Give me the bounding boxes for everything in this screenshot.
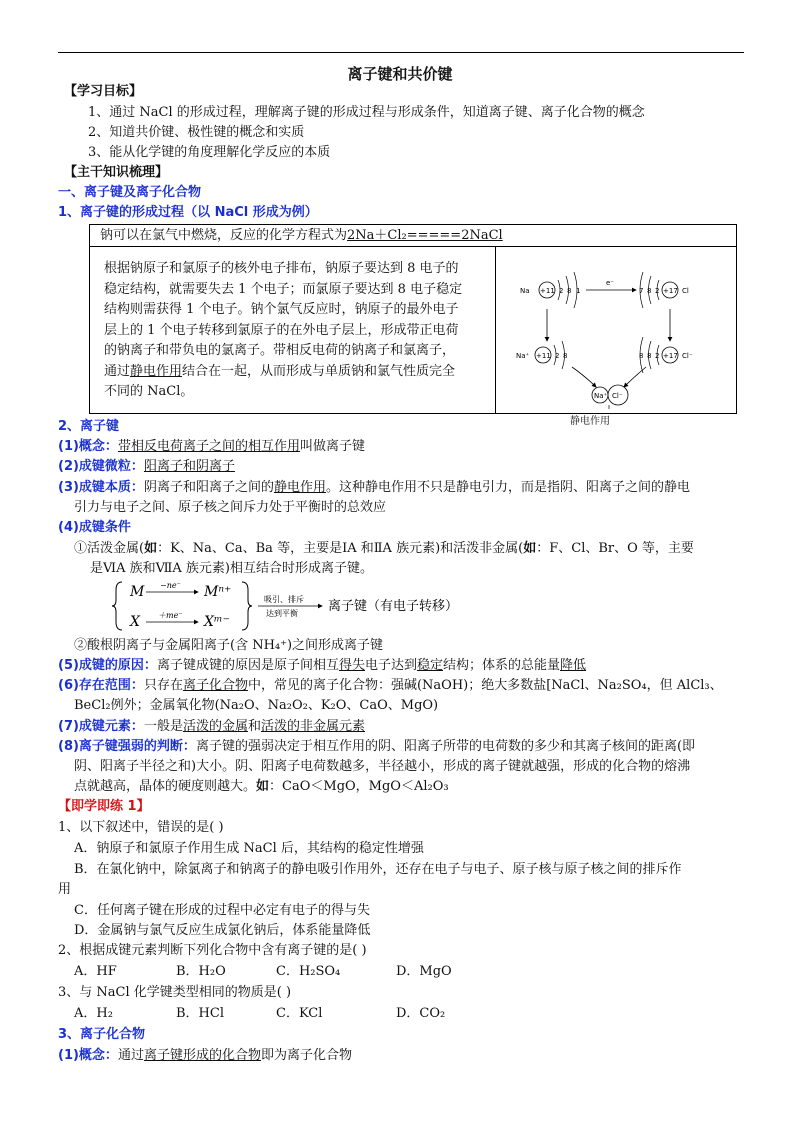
scheme-x-arrow: ＋me⁻ — [158, 611, 183, 620]
sub1-title: 离子键的形成过程 — [80, 205, 185, 220]
cond1-ru-1: 如 — [144, 541, 158, 556]
na-shell-2: 8 — [567, 287, 572, 295]
na-ion-charge: +11 — [536, 352, 551, 360]
scope-underline: 离子化合物 — [182, 678, 248, 693]
scheme-m-ion: Mⁿ⁺ — [204, 584, 232, 600]
na-ion-label: Na⁺ — [516, 352, 530, 360]
cl-nucleus-charge: +17 — [663, 287, 678, 295]
na-nucleus-charge: +11 — [540, 287, 555, 295]
cl-shell-3: 2 — [655, 287, 660, 295]
q1-option-a: A．钠原子和氯原子作用生成 NaCl 后，其结构的稳定性增强 — [74, 841, 424, 856]
diagram-caption: 静电作用 — [570, 416, 610, 427]
para-line-6-post: 结合在一起，从而形成与单质钠和氯气性质完全 — [182, 363, 456, 379]
element-line — [58, 718, 365, 736]
para-line-7: 不同的 NaCl。 — [104, 384, 194, 399]
para-line-3: 结构则需获得 1 个电子。钠个氯气反应时，钠原子的最外电子 — [104, 302, 459, 317]
strength-pre: 点就越高，晶体的硬度则越大。 — [74, 779, 257, 794]
q2-option-b: B．H₂O — [176, 964, 226, 979]
q3-option-a: A．H₂ — [74, 1006, 113, 1021]
para-line-1: 根据钠原子和氯原子的核外电子排布，钠原子要达到 8 电子的 — [104, 261, 459, 276]
cl-ion-shell-2: 8 — [647, 352, 652, 360]
scope-post: 中，常见的离子化合物：强碱(NaOH)；绝大多数盐[NaCl、Na₂SO₄，但 AlCl₃、 — [247, 678, 723, 693]
q3-option-b: B．HCl — [176, 1006, 224, 1021]
essence-label: (3)成键本质： — [58, 480, 144, 495]
sub2-title: 2、离子键 — [58, 419, 120, 434]
particle-label: (2)成键微粒： — [58, 459, 144, 474]
formation-paragraph — [104, 259, 488, 403]
reason-mid2: 结构；体系的总能量 — [443, 658, 561, 673]
section3-concept — [58, 1047, 352, 1065]
element-label: (7)成键元素： — [58, 719, 144, 734]
section3-title: 3、离子化合物 — [58, 1027, 146, 1042]
para-line-2: 稳定结构，就需要失去 1 个电子；而氯原子要达到 8 电子稳定 — [104, 281, 463, 297]
cl-shell-1: 7 — [639, 287, 644, 295]
equation: 2Na＋Cl₂=====2NaCl — [347, 228, 503, 243]
ion-bond-scheme — [112, 578, 472, 634]
element-underline-2: 活泼的非金属元素 — [260, 719, 365, 734]
essence-post: 。这种静电作用不只是静电引力，而是指阴、阳离子之间的静电 — [325, 480, 690, 495]
goal-item-3: 3、能从化学键的角度理解化学反应的本质 — [88, 145, 331, 160]
para-line-6-underline: 静电作用 — [130, 363, 183, 379]
box-equation-row — [90, 225, 736, 247]
scheme-arrow-bottom: 达到平衡 — [266, 609, 298, 618]
section1-title: 一、离子键及离子化合物 — [58, 185, 202, 200]
question-2: 2、根据成键元素判断下列化合物中含有离子键的是( ) — [58, 943, 367, 958]
q1-option-b: B．在氯化钠中，除氯离子和钠离子的静电吸引作用外，还存在电子与电子、原子核与原子核之间的排斥作 — [74, 862, 682, 877]
strength-post: ：CaO＜MgO，MgO＜Al₂O₃ — [269, 779, 449, 794]
cond1-a: ①活泼金属( — [74, 541, 145, 556]
reason-underline-1: 得失 — [338, 658, 365, 673]
essence-underline: 静电作用 — [273, 480, 326, 495]
scope-pre: 只存在 — [143, 678, 183, 693]
concept-underline: 带相反电荷离子之间的相互作用 — [117, 439, 300, 454]
pair-na-label: Na⁺ — [594, 392, 608, 400]
cond1-ru-2: 如 — [523, 541, 537, 556]
practice-header: 【即学即练 1】 — [58, 799, 150, 814]
q2-option-c: C．H₂SO₄ — [276, 964, 341, 979]
goals-header: 【学习目标】 — [64, 84, 143, 99]
section3-concept-underline: 离子键形成的化合物 — [143, 1048, 261, 1063]
scope-line-1 — [58, 677, 723, 695]
essence-pre: 阴离子和阳离子之间的 — [143, 480, 274, 495]
reason-underline-3: 降低 — [560, 658, 587, 673]
section3-concept-label: (1)概念： — [58, 1048, 118, 1063]
cond2-line: ②酸根阴离子与金属阳离子(含 NH₄⁺)之间形成离子键 — [74, 638, 384, 653]
knowledge-header: 【主干知识梳理】 — [64, 165, 169, 180]
nacl-formation-diagram — [496, 247, 736, 413]
strength-ru: 如 — [256, 779, 270, 794]
header-rule — [58, 52, 744, 53]
particle-line — [58, 458, 235, 476]
cl-atom-label: Cl — [682, 287, 689, 295]
cl-ion-shell-3: 2 — [655, 352, 660, 360]
reason-pre: 离子键成键的原因是原子间相互 — [156, 658, 339, 673]
section3-concept-post: 即为离子化合物 — [260, 1048, 352, 1063]
q1-option-b-cont: 用 — [58, 882, 72, 897]
na-ion-shell-2: 8 — [563, 352, 568, 360]
cl-ion-label: Cl⁻ — [682, 352, 693, 360]
cl-ion-charge: +17 — [663, 352, 678, 360]
strength-line-3 — [74, 778, 449, 796]
reason-mid: 电子达到 — [364, 658, 417, 673]
q2-option-d: D．MgO — [396, 964, 452, 979]
scope-label: (6)存在范围： — [58, 678, 144, 693]
equation-line — [100, 227, 503, 245]
na-shell-3: 1 — [576, 287, 581, 295]
cond1-c: ：F、Cl、Br、O 等，主要 — [536, 541, 694, 556]
na-atom-label: Na — [520, 287, 530, 295]
na-shell-1: 2 — [559, 287, 564, 295]
equation-prefix: 钠可以在氯气中燃烧，反应的化学方程式为 — [100, 228, 348, 243]
cond1-line-2: 是ⅥA 族和ⅦA 族元素)相互结合时形成离子键。 — [90, 561, 373, 576]
element-mid: 和 — [247, 719, 261, 734]
para-line-5: 的钠离子和带负电的氯离子。带相反电荷的钠离子和氯离子， — [104, 343, 456, 358]
q3-option-d: D．CO₂ — [396, 1006, 446, 1021]
sub1-num: 1、 — [58, 205, 81, 220]
element-pre: 一般是 — [143, 719, 183, 734]
question-1: 1、以下叙述中，错误的是( ) — [58, 820, 224, 835]
strength-label: (8)离子键强弱的判断： — [58, 739, 196, 754]
pair-cl-label: Cl⁻ — [612, 392, 623, 400]
goal-item-2: 2、知道共价键、极性键的概念和实质 — [88, 125, 305, 140]
question-3: 3、与 NaCl 化学键类型相同的物质是( ) — [58, 985, 292, 1000]
strength-line-1 — [58, 738, 695, 756]
sub1-heading — [58, 204, 318, 222]
element-underline-1: 活泼的金属 — [182, 719, 248, 734]
na-ion-shell-1: 2 — [555, 352, 560, 360]
section3-concept-pre: 通过 — [117, 1048, 144, 1063]
para-line-6-pre: 通过 — [104, 363, 131, 379]
concept-line — [58, 438, 365, 456]
concept-label: (1)概念： — [58, 439, 118, 454]
scheme-arrow-top: 吸引、排斥 — [264, 595, 304, 604]
cl-shell-2: 8 — [647, 287, 652, 295]
cond1-b: ：K、Na、Ca、Ba 等，主要是ⅠA 和ⅡA 族元素)和活泼非金属( — [157, 541, 524, 556]
reason-line — [58, 657, 586, 675]
nacl-formation-box — [89, 224, 737, 427]
goal-item-1: 1、通过 NaCl 的形成过程，理解离子键的形成过程与形成条件，知道离子键、离子化合物的概念 — [88, 105, 645, 120]
reason-underline-2: 稳定 — [416, 658, 443, 673]
q2-option-a: A．HF — [74, 964, 117, 979]
scheme-x-ion: Xᵐ⁻ — [204, 614, 230, 630]
concept-post: 叫做离子键 — [299, 439, 365, 454]
page-title: 离子键和共价键 — [347, 65, 453, 83]
essence-line-2: 引力与电子之间、原子核之间斥力处于平衡时的总效应 — [74, 500, 387, 515]
reason-label: (5)成键的原因： — [58, 658, 157, 673]
scope-line-2: BeCl₂例外；金属氧化物(Na₂O、Na₂O₂、K₂O、CaO、MgO) — [74, 698, 439, 713]
cond1-line-1 — [74, 540, 694, 558]
q3-option-c: C．KCl — [276, 1006, 323, 1021]
scheme-m-arrow: −ne⁻ — [160, 581, 181, 590]
sub1-note: （以 NaCl 形成为例） — [184, 205, 318, 220]
electron-label: e⁻ — [606, 279, 615, 287]
para-line-4: 层上的 1 个电子转移到氯原子的在外电子层上，形成带正电荷 — [104, 322, 459, 338]
cl-ion-shell-1: 8 — [639, 352, 644, 360]
para-line-6 — [104, 362, 488, 383]
particle-underline: 阳离子和阴离子 — [143, 459, 235, 474]
strength-line-2: 阴、阳离子半径之和)大小。阴、阳离子电荷数越多，半径越小，形成的离子键就越强，形成的化合物的熔沸 — [74, 759, 691, 774]
q1-option-c: C．任何离子键在形成的过程中必定有电子的得与失 — [74, 903, 370, 918]
scheme-result: 离子键（有电子转移） — [328, 599, 459, 614]
q1-option-d: D．金属钠与氯气反应生成氯化钠后，体系能量降低 — [74, 923, 371, 938]
strength-text-1: 离子键的强弱决定于相互作用的阴、阳离子所带的电荷数的多少和其离子核间的距离(即 — [195, 739, 696, 754]
scheme-m: M — [130, 584, 145, 600]
cond-label: (4)成键条件 — [58, 520, 131, 535]
scheme-x: X — [130, 614, 140, 630]
essence-line-1 — [58, 479, 690, 497]
